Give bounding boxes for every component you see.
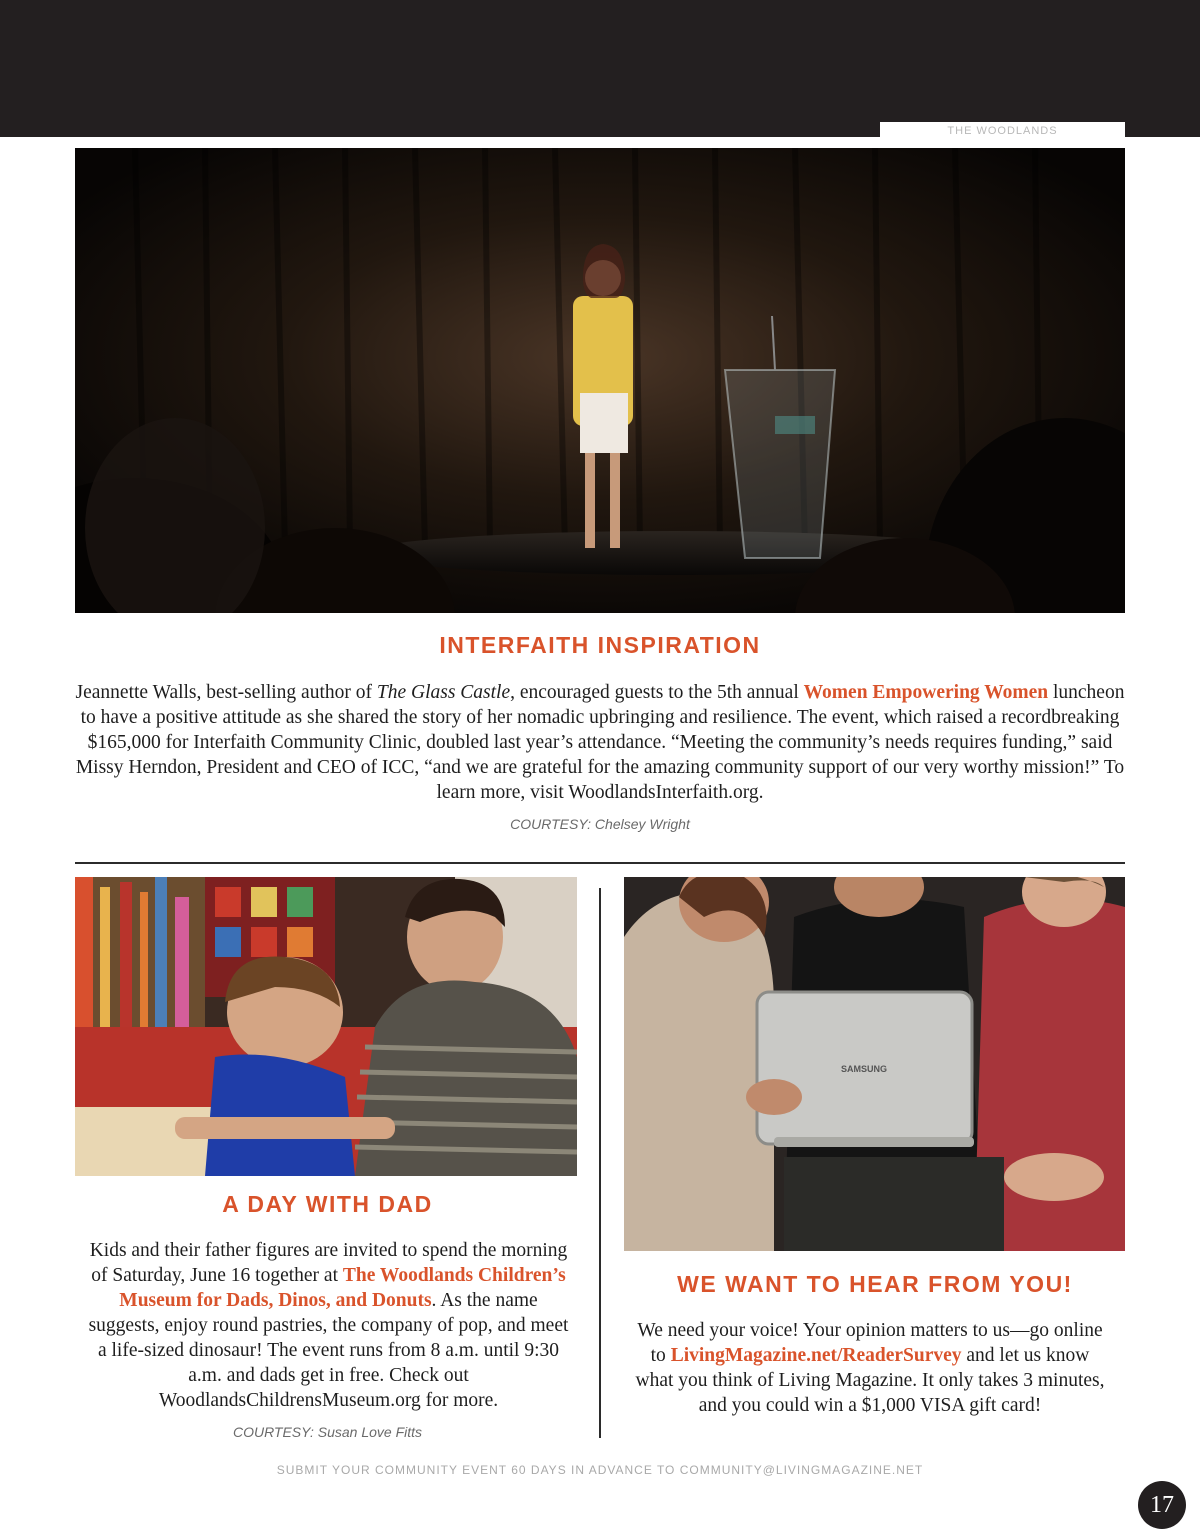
story-title-reader-survey: WE WANT TO HEAR FROM YOU! xyxy=(677,1271,1073,1297)
story-body-interfaith xyxy=(75,680,1125,805)
body-text-segment: Kids and their father figures are invited to spend the morning of Saturday, June 16 together at xyxy=(89,1240,568,1286)
body-text-segment: and let us know what you think of Living Magazine. It only takes 3 minutes, and you could win a $1,000 VISA gift card! xyxy=(635,1345,1105,1416)
photo-credit: COURTESY: Chelsey Wright xyxy=(510,816,690,832)
story-title-day-with-dad: A DAY WITH DAD xyxy=(222,1191,433,1217)
reader-survey-link[interactable]: LivingMagazine.net/ReaderSurvey xyxy=(670,1345,962,1366)
event-name-highlight: The Woodlands Children’s Museum for Dads, Dinos, and Donuts xyxy=(119,1265,566,1311)
dad-and-child-photo xyxy=(75,877,577,1176)
body-text-segment: Jeannette Walls, best-selling author of xyxy=(75,682,377,703)
book-title: The Glass Castle xyxy=(376,682,511,703)
laptop-brand: SAMSUNG xyxy=(840,1064,888,1074)
body-text-segment: luncheon to have a positive attitude as she shared the story of her nomadic upbringing and resilience. The event, which raised a recordbreaking $165,000 for Interfaith Community Clinic, doubled last year’s attendance. “Meeting the community’s needs requires funding,” said Missy Herndon, President and CEO of ICC, “and we are grateful for the amazing community support of our very worthy mission!” To learn more, visit WoodlandsInterfaith.org. xyxy=(75,682,1125,803)
story-body-day-with-dad xyxy=(82,1238,575,1413)
page-number-badge: 17 xyxy=(1138,1481,1186,1529)
horizontal-divider xyxy=(75,862,1125,864)
vertical-divider xyxy=(599,888,601,1438)
submission-note: SUBMIT YOUR COMMUNITY EVENT 60 DAYS IN ADVANCE TO COMMUNITY@LIVINGMAGAZINE.NET xyxy=(276,1463,924,1477)
event-name-highlight: Women Empowering Women xyxy=(803,682,1049,703)
story-body-reader-survey xyxy=(630,1318,1110,1418)
stage-speaker-photo xyxy=(75,148,1125,613)
body-text-segment: We need your voice! Your opinion matters to us—go online to xyxy=(637,1320,1103,1366)
reader-survey-laptop-photo xyxy=(624,877,1125,1251)
header-band xyxy=(0,0,1200,137)
story-title-interfaith: INTERFAITH INSPIRATION xyxy=(439,632,761,658)
body-text-segment: . As the name suggests, enjoy round pastries, the company of pop, and meet a life-sized dinosaur! The event runs from 8 a.m. until 9:30 a.m. and dads get in free. Check out WoodlandsChildrensMuseum.org for more. xyxy=(88,1290,569,1411)
photo-credit: COURTESY: Susan Love Fitts xyxy=(232,1424,423,1440)
body-text-segment: , encouraged guests to the 5th annual xyxy=(510,682,804,703)
section-label: THE WOODLANDS xyxy=(880,122,1125,140)
